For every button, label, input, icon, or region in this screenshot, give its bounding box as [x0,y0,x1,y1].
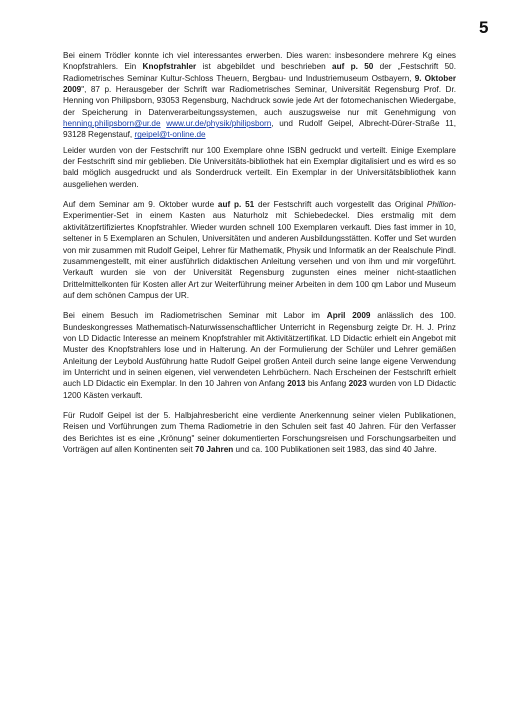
paragraph-acknowledgement [63,410,456,455]
text-run: wurden von LD Didactic 1200 Kästen verkauft. [63,379,456,400]
text-run: und ca. 100 Publikationen seit 1983, das sind 40 Jahre. [233,445,437,454]
link-text[interactable]: www.ur.de/physik/philipsborn [166,119,272,129]
text-run: der „Festschrift 50. Radiometrisches Seminar Kultur-Schloss Theuern, Bergbau- und Industriemuseum Ostbayern, [63,62,456,83]
page-number: 5 [479,18,489,37]
paragraph-seminar-october [63,199,456,301]
text-run: bis Anfang [305,379,349,389]
text-run: -Experimentier-Set in einem Kasten aus Naturholz mit Schiebedeckel. Dies erstmalig mit dem aktivitätzertifiziertes Knopfstrahler. Wieder wurden schnell 100 Exemplaren verkauft. Dies fast immer in 10, seltener in 5 Exemplaren an Schulen, Universitäten und anderen Ausbildungsstätten. Koffer und Set wurden von mir zusammen mit Rudolf Geipel, Lehrer für Mathematik, Physik und Informatik an der Realschule Pindl. zusammengestellt, mit einer ausführlich didaktischen Anleitung versehen und von ihm und mir vorgeführt. Verkauft wurden sie von der Universität Regensburg zugunsten eines meiner nicht-staatlichen Drittelmittelkonten für Kosten aller Art zur Weiterführung meiner Arbeiten in dem 100 qm Labor und Museum auf dem schönen Campus der UR. [63,200,456,300]
text-run: ", 87 p. Herausgeber der Schrift war Radiometrisches Seminar, Universität Regensburg Prof. Dr. Henning von Philipsborn, 93053 Regensburg, Nachdruck sowie jede Art der fotomechanischen Wiedergabe, der Speicherung in Datenverarbeitungssystemen, auch auszugsweise nur mit Genehmigung von [63,85,456,117]
text-run: anlässlich des 100. Bundeskongresses Mathematisch-Naturwissenschaftlicher Unterricht in Regensburg zeigte Dr. H. J. Prinz von LD Didactic Interesse an meinem Knopfstrahler mit Aktivitätzertifikat. LD Didactic erhielt ein Angebot mit Muster des Knopfstrahlers lose und in Halterung. An der Formulierung der Schüler und Lehrer gemäßen Anleitung der Leybold Ausführung hatte Rudolf Geipel großen Anteil durch seine lange eigene Verwendung im Unterricht und in seinen eigenen, viel verwendeten Lehrbüchern. Nach Erscheinen der Festschrift erhielt auch LD Didactic ein Exemplar. In den 10 Jahren von Anfang [63,311,457,389]
bold-text: auf p. 51 [217,200,255,210]
paragraph-troedler [63,50,456,141]
paragraph-ld-didactic [63,310,456,401]
document-body [63,50,456,464]
bold-text: 9. Oktober 2009 [63,73,457,95]
text-run: ist abgebildet und beschrieben [196,62,333,72]
text-run: Auf dem Seminar am 9. Oktober wurde [63,200,218,210]
text-run: Leider wurden von der Festschrift nur 100 Exemplare ohne ISBN gedruckt und verteilt. Einige Exemplare der Festschrift sind mir geblieben. Die Universitäts-bibliothek hat ein Exemplar digitalisiert und es wird es so bald möglich ausgedruckt und als Sonderdruck verteilt. Ein Exemplar in der Universitätsbibliothek kann ausgeliehen werden. [63,145,456,189]
italic-text: Phillion [426,200,454,210]
bold-text: April 2009 [326,311,371,321]
bold-text: Knopfstrahler [142,62,197,72]
bold-text: auf p. 50 [332,62,374,72]
link-text[interactable]: rgeipel@t-online.de [134,130,206,140]
bold-text: 2023 [348,379,367,389]
link-text[interactable]: henning.philipsborn@ur.de [63,119,161,129]
text-run: Für Rudolf Geipel ist der 5. Halbjahresbericht eine verdiente Anerkennung seiner vielen Publikationen, Reisen und Vorführungen zum Thema Radiometrie in den Schulen seit fast 40 Jahren. Für den Verfasser des Berichtes ist es eine „Krönung" seiner dokumentierten Forschungsreisen und Forschungsarbeiten und Vorträgen auf allen Kontinenten seit [63,410,456,454]
text-run: , und Rudolf Geipel, Albrecht-Dürer-Straße 11, 93128 Regenstauf, [63,119,456,140]
text-run: der Festschrift auch vorgestellt das Original [254,200,427,210]
text-run: Bei einem Trödler konnte ich viel interessantes erwerben. Dies waren: insbesondere mehrere Kg eines Knopfstrahlers. Ein [63,51,456,72]
bold-text: 70 Jahren [195,445,234,454]
text-run: Bei einem Besuch im Radiometrischen Seminar mit Labor im [63,311,327,321]
bold-text: 2013 [287,379,306,389]
paragraph-festschrift-copies [63,145,456,190]
